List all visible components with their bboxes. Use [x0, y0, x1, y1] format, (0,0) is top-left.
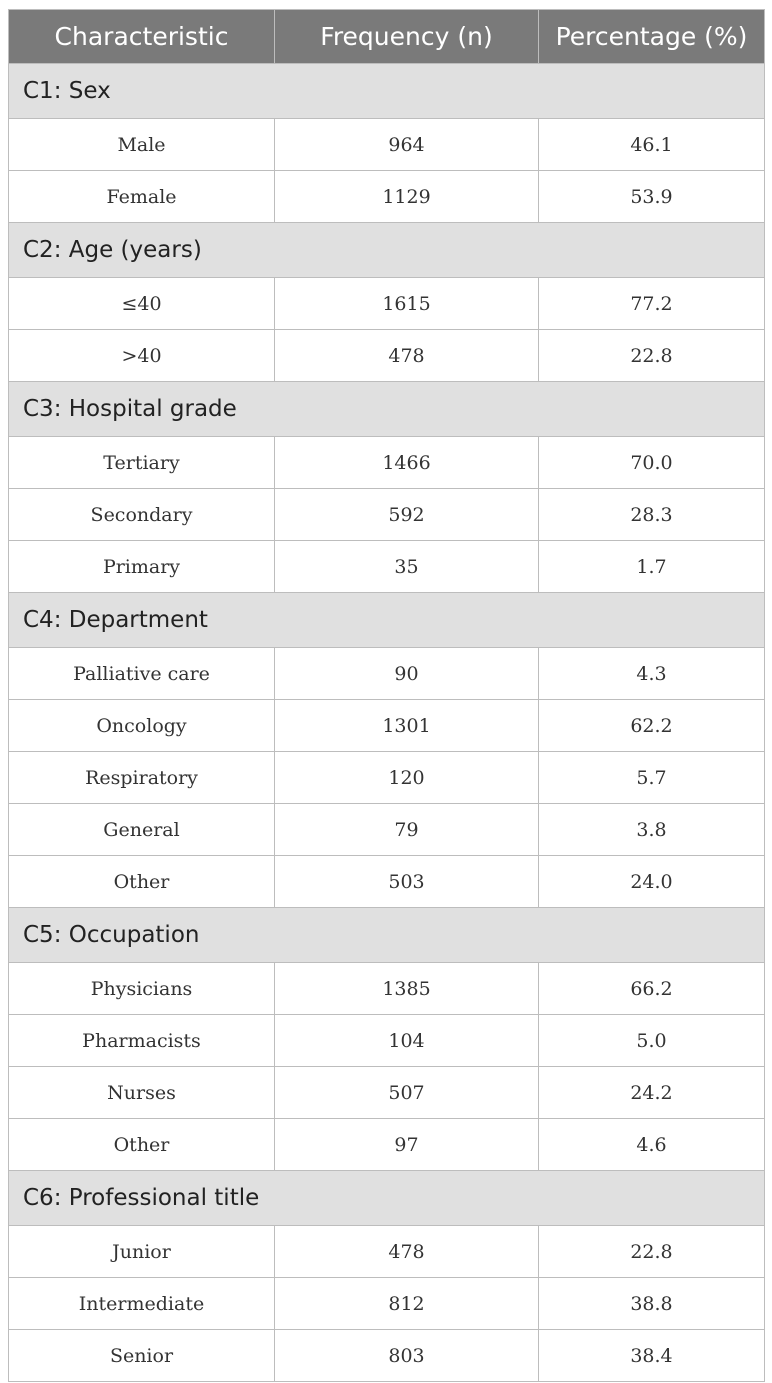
percentage-cell: 3.8	[539, 804, 765, 856]
group-title: C4: Department	[9, 593, 765, 648]
group-row	[9, 908, 765, 963]
characteristic-cell: Physicians	[9, 963, 275, 1015]
percentage-cell: 62.2	[539, 700, 765, 752]
percentage-cell: 28.3	[539, 489, 765, 541]
frequency-cell: 803	[275, 1330, 539, 1382]
characteristic-cell: Pharmacists	[9, 1015, 275, 1067]
characteristics-table	[8, 9, 765, 1382]
frequency-cell: 1466	[275, 437, 539, 489]
header-percentage: Percentage (%)	[539, 10, 765, 64]
group-row	[9, 382, 765, 437]
frequency-cell: 1129	[275, 171, 539, 223]
characteristic-cell: Junior	[9, 1226, 275, 1278]
percentage-cell: 70.0	[539, 437, 765, 489]
characteristic-cell: Tertiary	[9, 437, 275, 489]
table-row	[9, 963, 765, 1015]
table-row	[9, 171, 765, 223]
percentage-cell: 66.2	[539, 963, 765, 1015]
table-row	[9, 541, 765, 593]
characteristic-cell: Primary	[9, 541, 275, 593]
frequency-cell: 120	[275, 752, 539, 804]
percentage-cell: 46.1	[539, 119, 765, 171]
table-row	[9, 648, 765, 700]
characteristic-cell: Male	[9, 119, 275, 171]
table-row	[9, 278, 765, 330]
frequency-cell: 1301	[275, 700, 539, 752]
frequency-cell: 1385	[275, 963, 539, 1015]
table-row	[9, 330, 765, 382]
group-row	[9, 1171, 765, 1226]
header-row	[9, 10, 765, 64]
table-body	[9, 64, 765, 1382]
percentage-cell: 22.8	[539, 330, 765, 382]
table-row	[9, 437, 765, 489]
characteristic-cell: Female	[9, 171, 275, 223]
characteristic-cell: Secondary	[9, 489, 275, 541]
table-header	[9, 10, 765, 64]
characteristic-cell: Oncology	[9, 700, 275, 752]
table-row	[9, 1278, 765, 1330]
percentage-cell: 53.9	[539, 171, 765, 223]
percentage-cell: 38.4	[539, 1330, 765, 1382]
characteristic-cell: Other	[9, 856, 275, 908]
characteristic-cell: Palliative care	[9, 648, 275, 700]
characteristic-cell: ≤40	[9, 278, 275, 330]
characteristic-cell: Other	[9, 1119, 275, 1171]
frequency-cell: 90	[275, 648, 539, 700]
table-row	[9, 700, 765, 752]
percentage-cell: 4.3	[539, 648, 765, 700]
frequency-cell: 592	[275, 489, 539, 541]
frequency-cell: 478	[275, 330, 539, 382]
group-title: C6: Professional title	[9, 1171, 765, 1226]
table-row	[9, 752, 765, 804]
percentage-cell: 38.8	[539, 1278, 765, 1330]
header-characteristic: Characteristic	[9, 10, 275, 64]
frequency-cell: 104	[275, 1015, 539, 1067]
table-row	[9, 1015, 765, 1067]
table-row	[9, 1119, 765, 1171]
table-row	[9, 489, 765, 541]
table-row	[9, 804, 765, 856]
frequency-cell: 1615	[275, 278, 539, 330]
percentage-cell: 4.6	[539, 1119, 765, 1171]
frequency-cell: 35	[275, 541, 539, 593]
frequency-cell: 503	[275, 856, 539, 908]
percentage-cell: 24.2	[539, 1067, 765, 1119]
percentage-cell: 22.8	[539, 1226, 765, 1278]
characteristic-cell: Respiratory	[9, 752, 275, 804]
group-title: C1: Sex	[9, 64, 765, 119]
frequency-cell: 964	[275, 119, 539, 171]
group-row	[9, 593, 765, 648]
table-row	[9, 119, 765, 171]
frequency-cell: 812	[275, 1278, 539, 1330]
table-row	[9, 1067, 765, 1119]
frequency-cell: 507	[275, 1067, 539, 1119]
table-row	[9, 856, 765, 908]
table-row	[9, 1226, 765, 1278]
characteristic-cell: >40	[9, 330, 275, 382]
characteristic-cell: Intermediate	[9, 1278, 275, 1330]
characteristic-cell: General	[9, 804, 275, 856]
group-row	[9, 64, 765, 119]
percentage-cell: 5.0	[539, 1015, 765, 1067]
group-title: C2: Age (years)	[9, 223, 765, 278]
group-title: C5: Occupation	[9, 908, 765, 963]
characteristic-cell: Senior	[9, 1330, 275, 1382]
percentage-cell: 5.7	[539, 752, 765, 804]
frequency-cell: 478	[275, 1226, 539, 1278]
characteristic-cell: Nurses	[9, 1067, 275, 1119]
table-row	[9, 1330, 765, 1382]
frequency-cell: 79	[275, 804, 539, 856]
group-title: C3: Hospital grade	[9, 382, 765, 437]
percentage-cell: 77.2	[539, 278, 765, 330]
header-frequency: Frequency (n)	[275, 10, 539, 64]
percentage-cell: 1.7	[539, 541, 765, 593]
group-row	[9, 223, 765, 278]
frequency-cell: 97	[275, 1119, 539, 1171]
percentage-cell: 24.0	[539, 856, 765, 908]
